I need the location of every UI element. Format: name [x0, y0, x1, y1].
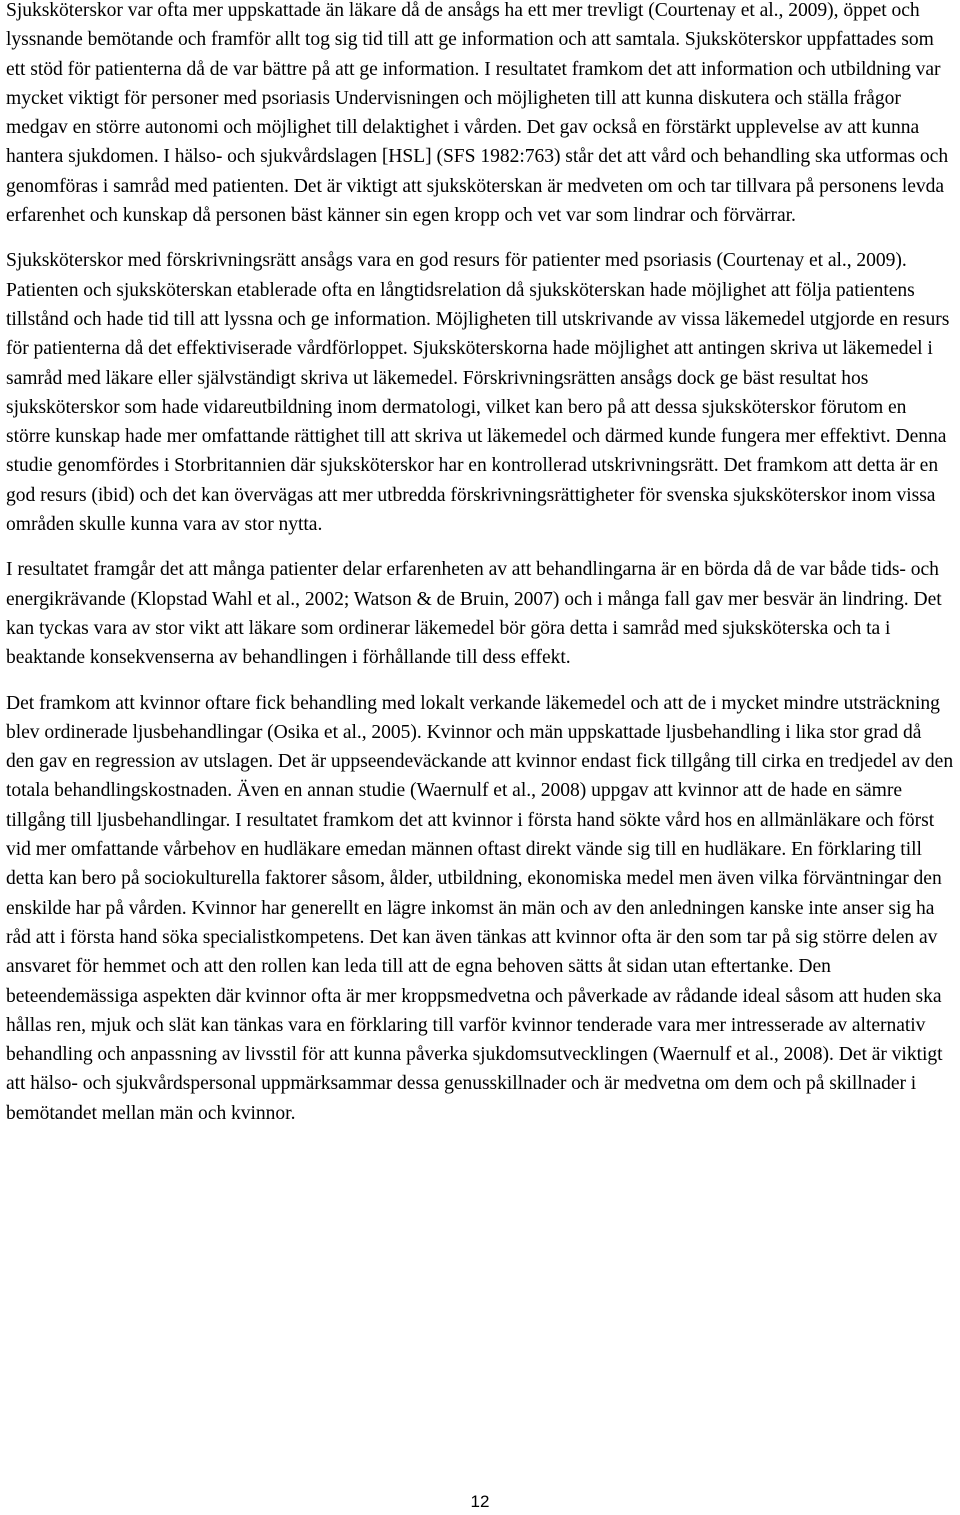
body-paragraph: Det framkom att kvinnor oftare fick behandling med lokalt verkande läkemedel och att de i mycket mindre utsträckning blev ordinerade ljusbehandlingar (Osika et al., 2005). Kvinnor och män uppskattade ljusbehandling i lika stor grad då den gav en regression av utslagen. Det är uppseendeväckande att kvinnor endast fick tillgång till cirka en tredjedel av den totala behandlingskostnaden. Även en annan studie (Waernulf et al., 2008) uppgav att kvinnor att de hade en sämre tillgång till ljusbehandlingar. I resultatet framkom det att kvinnor i första hand sökte vård hos en allmänläkare och först vid mer omfattande vårbehov en hudläkare emedan männen oftast direkt vände sig till en hudläkare. En förklaring till detta kan bero på sociokulturella faktorer såsom, ålder, utbildning, ekonomiska medel men även vilka förväntningar den enskilde har på vården. Kvinnor har generellt en lägre inkomst än män och av den anledningen kanske inte anser sig ha råd att i första hand söka specialistkompetens. Det kan även tänkas att kvinnor ofta är den som tar på sig större delen av ansvaret för hemmet och att den rollen kan leda till att de egna behoven sätts åt sidan utan eftertanke. Den beteendemässiga aspekten där kvinnor ofta är mer kroppsmedvetna och påverkade av rådande ideal såsom att huden ska hållas ren, mjuk och slät kan tänkas vara en förklaring till varför kvinnor tenderade vara mer intresserade av alternativ behandling och anpassning av livsstil för att kunna påverka sjukdomsutvecklingen (Waernulf et al., 2008). Det är viktigt att hälso- och sjukvårdspersonal uppmärksammar dessa genusskillnader och är medvetna om dem och på skillnader i bemötandet mellan män och kvinnor. [6, 692, 954, 1124]
body-paragraph: Sjuksköterskor med förskrivningsrätt ansågs vara en god resurs för patienter med psoriasis (Courtenay et al., 2009). Patienten och sjuksköterskan etablerade ofta en långtidsrelation då sjuksköterskan hade möjlighet att följa patientens tillstånd och hade tid till att lyssna och ge information. Möjligheten till utskrivande av vissa läkemedel utgjorde en resurs för patienterna då det effektiviserade vårdförloppet. Sjuksköterskorna hade möjlighet att antingen skriva ut läkemedel i samråd med läkare eller självständigt skriva ut läkemedel. Förskrivningsrätten ansågs dock ge bäst resultat hos sjuksköterskor som hade vidareutbildning inom dermatologi, vilket kan bero på att dessa sjuksköterskor förutom en större kunskap hade mer omfattande rättighet till att skriva ut läkemedel och därmed kunde fungera mer effektivt. Denna studie genomfördes i Storbritannien där sjuksköterskor har en kontrollerad utskrivningsrätt. Det framkom att detta är en god resurs (ibid) och det kan övervägas att mer utbredda förskrivningsrättigheter för svenska sjuksköterskor inom vissa områden skulle kunna vara av stor nytta. [6, 250, 950, 536]
body-paragraph: Sjuksköterskor var ofta mer uppskattade än läkare då de ansågs ha ett mer trevligt (Courtenay et al., 2009), öppet och lyssnande bemötande och framför allt tog sig tid till att ge information och att samtala. Sjuksköterskor uppfattades som ett stöd för patienterna då de var bättre på att ge information. I resultatet framkom det att information och utbildning var mycket viktigt för personer med psoriasis Undervisningen och möjligheten till att kunna diskutera och ställa frågor medgav en större autonomi och möjlighet till delaktighet i vården. Det gav också en förstärkt upplevelse av att kunna hantera sjukdomen. I hälso- och sjukvårdslagen [HSL] (SFS 1982:763) står det att vård och behandling ska utformas och genomföras i samråd med patienten. Det är viktigt att sjuksköterskan är medveten om och tar tillvara på personens levda erfarenhet och kunskap då personen bäst känner sin egen kropp och vet var som lindrar och förvärrar. [6, 0, 949, 227]
body-paragraph: I resultatet framgår det att många patienter delar erfarenheten av att behandlingarna är en börda då de var både tids- och energikrävande (Klopstad Wahl et al., 2002; Watson & de Bruin, 2007) och i många fall gav mer besvär än lindring. Det kan tyckas vara av stor vikt att läkare som ordinerar läkemedel bör göra detta i samråd med sjuksköterska och ta i beaktande konsekvenserna av behandlingen i förhållande till dess effekt. [6, 559, 942, 669]
page-number: 12 [470, 1492, 490, 1511]
